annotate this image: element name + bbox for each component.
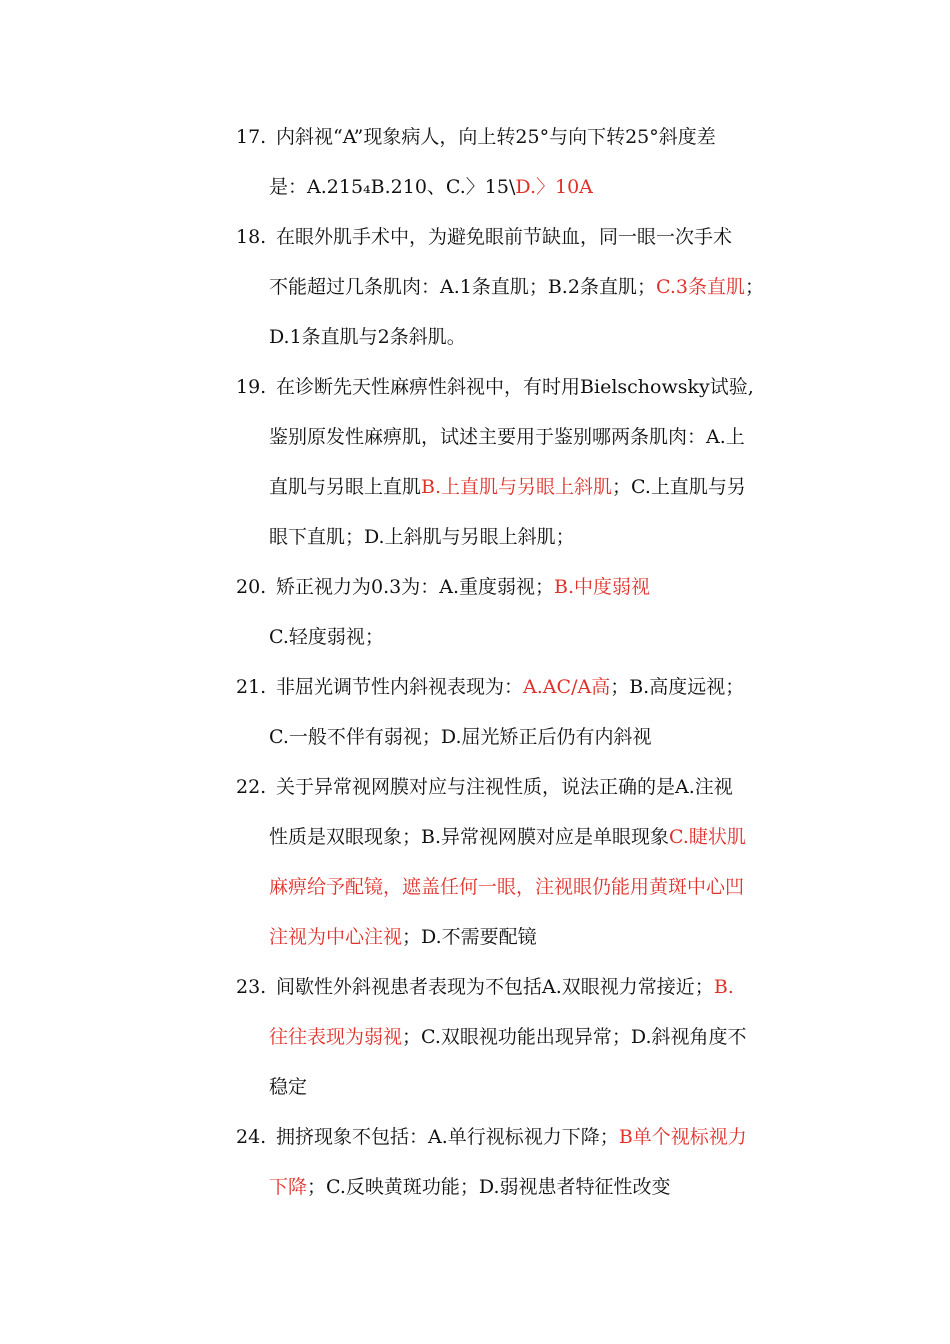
question-line [236,162,816,212]
question-line [236,462,816,512]
question-text: 在眼外肌手术中，为避免眼前节缺血，同一眼一次手术 [270,226,733,248]
question-number: 18. [236,226,267,248]
question-18 [236,212,816,362]
correct-answer-text: C.3条直肌 [655,276,745,298]
question-line [236,662,816,712]
question-text: 直肌与另眼上直肌 [269,476,422,498]
question-text: 不能超过几条肌肉：A.1条直肌；B.2条直肌； [269,276,656,298]
correct-answer-text: D.〉10A [515,176,593,198]
question-text: 性质是双眼现象；B.异常视网膜对应是单眼现象 [269,826,670,848]
question-line [236,212,816,262]
correct-answer-text: 注视为中心注视 [269,926,403,948]
question-text: ；C.反映黄斑功能；D.弱视患者特征性改变 [307,1176,671,1198]
question-number: 22. [236,776,267,798]
question-number: 20. [236,576,267,598]
question-text: 是：A.215₄B.210、C.〉15\ [269,176,516,198]
question-21 [236,662,816,762]
question-number: 23. [236,976,267,998]
question-19 [236,362,816,562]
question-line [236,762,816,812]
question-text: ；B.高度远视； [610,676,745,698]
question-text: 间歇性外斜视患者表现为不包括A.双眼视力常接近； [270,976,714,998]
question-text: 在诊断先天性麻痹性斜视中，有时用Bielschowsky试验, [270,376,754,398]
question-text: ；C.双眼视功能出现异常；D.斜视角度不 [402,1026,747,1048]
correct-answer-text: B单个视标视力 [618,1126,747,1148]
question-number: 24. [236,1126,267,1148]
question-17 [236,112,816,212]
correct-answer-text: B.中度弱视 [554,576,651,598]
question-23 [236,962,816,1112]
question-line [236,962,816,1012]
question-line [236,562,816,612]
correct-answer-text: B.上直肌与另眼上斜肌 [421,476,613,498]
question-text: 鉴别原发性麻痹肌，试述主要用于鉴别哪两条肌肉：A.上 [269,426,745,448]
correct-answer-text: 麻痹给予配镜，遮盖任何一眼，注视眼仍能用黄斑中心凹 [269,876,745,898]
question-line [236,862,816,912]
question-text: D.1条直肌与2条斜肌。 [269,326,466,348]
correct-answer-text: 往往表现为弱视 [269,1026,403,1048]
question-22 [236,762,816,962]
question-text: ； [744,276,764,298]
correct-answer-text: B. [713,976,734,998]
correct-answer-text: 下降 [269,1176,308,1198]
question-line [236,1062,816,1112]
question-text: 内斜视“A”现象病人，向上转25°与向下转25°斜度差 [270,126,716,148]
question-text: 稳定 [269,1076,308,1098]
correct-answer-text: C.睫状肌 [669,826,746,848]
question-text: ；C.上直肌与另 [612,476,746,498]
question-number: 21. [236,676,267,698]
question-line [236,262,816,312]
question-text: C.轻度弱视； [269,626,384,648]
question-text: C.一般不伴有弱视；D.屈光矫正后仍有内斜视 [269,726,652,748]
question-text: 眼下直肌；D.上斜肌与另眼上斜肌； [269,526,575,548]
correct-answer-text: A.AC/A高 [523,676,611,698]
question-text: 拥挤现象不包括：A.单行视标视力下降； [270,1126,619,1148]
question-24 [236,1112,816,1212]
question-number: 19. [236,376,267,398]
question-line [236,612,816,662]
question-line [236,312,816,362]
question-line [236,1112,816,1162]
question-text: ；D.不需要配镜 [402,926,537,948]
question-text: 非屈光调节性内斜视表现为： [270,676,524,698]
question-line [236,912,816,962]
question-line [236,512,816,562]
question-20 [236,562,816,662]
question-line [236,712,816,762]
question-line [236,1012,816,1062]
question-text: 矫正视力为0.3为：A.重度弱视； [270,576,555,598]
question-line [236,812,816,862]
question-text: 关于异常视网膜对应与注视性质，说法正确的是A.注视 [270,776,733,798]
question-number: 17. [236,126,267,148]
question-line [236,1162,816,1212]
question-line [236,362,816,412]
question-line [236,112,816,162]
question-line [236,412,816,462]
